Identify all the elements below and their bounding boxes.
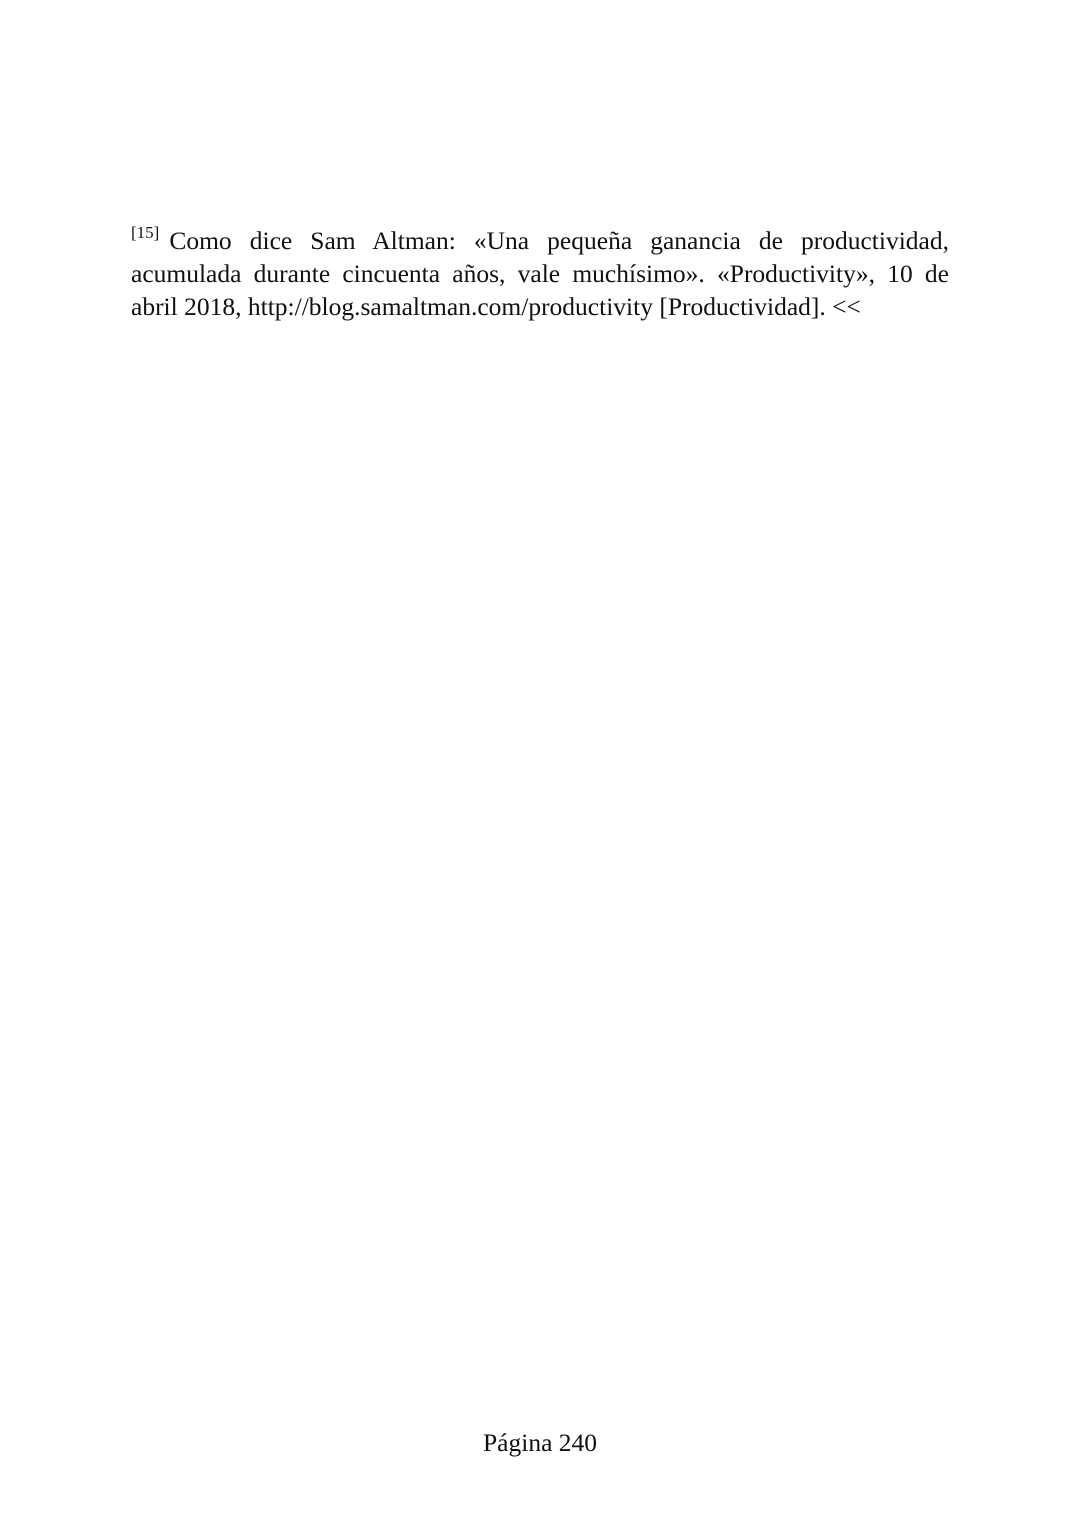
footnote-text: Como dice Sam Altman: «Una pequeña ganancia de productividad, acumulada durante cincuenta años, vale muchísimo». «Productivity», 10 de abril 2018, http://blog.samaltman.com/productivity [Productividad]. (131, 226, 949, 321)
footnote-marker: [15] (131, 223, 160, 243)
footnote-15 (131, 224, 949, 323)
footnote-back-link[interactable]: << (832, 292, 861, 321)
page-number: Página 240 (482, 1428, 598, 1457)
